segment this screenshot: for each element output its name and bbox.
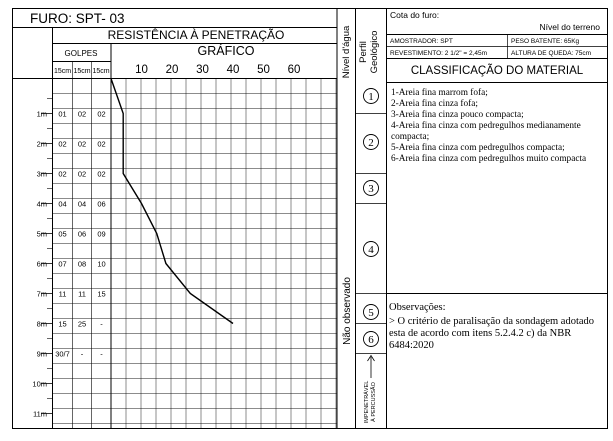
golpes-cell: 15 <box>58 319 67 329</box>
golpes-cell: 30/7 <box>55 349 70 359</box>
cota-furo: Cota do furo: <box>390 10 440 20</box>
golpes-cell: 04 <box>58 199 67 209</box>
svg-text:3: 3 <box>368 183 374 195</box>
depth-label: 11m <box>32 409 47 419</box>
depth-label: 7m <box>36 289 47 299</box>
golpes-cell: 07 <box>58 259 67 269</box>
material-line: 2-Areia fina cinza fofa; <box>391 99 478 109</box>
graph-grid <box>53 79 338 429</box>
golpes-cell: - <box>100 319 103 329</box>
perfil-label-1: Perfil <box>358 41 369 63</box>
depth-label: 6m <box>36 259 47 269</box>
layer-1-marker <box>364 89 379 104</box>
classificacao-title: CLASSIFICAÇÃO DO MATERIAL <box>410 65 584 77</box>
furo-title: FURO: SPT- 03 <box>30 11 125 26</box>
golpes-cell: 02 <box>58 169 67 179</box>
revestimento: REVESTIMENTO: 2 1/2" = 2,45m <box>390 50 488 57</box>
golpes-cell: 11 <box>58 289 67 299</box>
golpes-cell: 02 <box>58 139 67 149</box>
golpes-cell: 10 <box>97 259 106 269</box>
golpes-cell: 05 <box>58 229 67 239</box>
amostrador: AMOSTRADOR: SPT <box>390 38 453 45</box>
golpes-cell: 02 <box>97 139 106 149</box>
depth-column <box>32 99 52 419</box>
observacoes-label: Observações: <box>389 302 446 313</box>
grafico-label: GRÁFICO <box>197 44 255 58</box>
golpes-cell: 01 <box>58 109 67 119</box>
golpes-label: GOLPES <box>64 49 98 58</box>
depth-label: 4m <box>36 199 47 209</box>
material-line: 4-Areia fina cinza com pedregulhos medianamente <box>391 121 581 131</box>
depth-label: 8m <box>36 319 47 329</box>
material-line: 1-Areia fina marrom fofa; <box>391 88 488 98</box>
graph-tick-label: 20 <box>165 64 179 76</box>
depth-label: 3m <box>36 169 47 179</box>
graph-tick-label: 40 <box>226 64 240 76</box>
depth-label: 5m <box>36 229 47 239</box>
golpes-cell: 06 <box>97 199 106 209</box>
golpes-cell: 02 <box>97 109 106 119</box>
depth-label: 9m <box>36 349 47 359</box>
golpes-cell: - <box>80 349 84 359</box>
golpes-cell: 08 <box>77 259 87 269</box>
material-line: 3-Areia fina cinza pouco compacta; <box>391 110 524 120</box>
depth-label: 1m <box>36 109 47 119</box>
nivel-terreno: Nível do terreno <box>539 22 600 32</box>
material-line: compacta; <box>391 132 430 142</box>
observacoes-text: > O critério de paralisação da sondagem adotado esta de acordo com itens 5.2.4.2 c) da NBR 6484:2020 <box>389 316 595 351</box>
col-15cm-b: 15cm <box>73 68 91 75</box>
graph-tick-label: 60 <box>287 64 301 76</box>
perfil-label-2: Geológico <box>369 30 380 74</box>
golpes-cell: 04 <box>77 199 87 209</box>
graph-tick-label: 10 <box>135 64 148 76</box>
depth-label: 10m <box>32 379 47 389</box>
nspt-curve <box>111 79 233 324</box>
svg-text:2: 2 <box>368 137 374 149</box>
material-list <box>391 87 586 164</box>
col-15cm-c: 15cm <box>92 68 110 75</box>
golpes-cell: 02 <box>77 169 87 179</box>
golpes-cell: 09 <box>97 229 106 239</box>
golpes-table <box>55 110 105 359</box>
depth-label: 2m <box>36 139 47 149</box>
golpes-cell: 02 <box>77 139 87 149</box>
golpes-cell: - <box>100 349 103 359</box>
altura-queda: ALTURA DE QUEDA: 75cm <box>511 50 592 57</box>
svg-text:6: 6 <box>368 334 374 346</box>
material-line: 5-Areia fina cinza com pedregulhos compacta; <box>391 143 565 153</box>
svg-text:5: 5 <box>368 307 374 319</box>
impenetravel-label-1: IMPENETRÁVEL <box>364 380 370 424</box>
resistencia-title: RESISTÊNCIA À PENETRAÇÃO <box>107 28 285 42</box>
impenetravel-label-2: À PERCUSSÃO <box>371 382 377 422</box>
layer-4-marker <box>364 242 379 257</box>
graph-ticks <box>135 64 300 76</box>
graph-tick-label: 30 <box>196 64 209 76</box>
svg-text:4: 4 <box>368 244 374 256</box>
layer-2-marker <box>364 135 379 150</box>
graph-tick-label: 50 <box>257 64 270 76</box>
layer-3-marker <box>364 181 379 196</box>
golpes-cell: 02 <box>77 109 87 119</box>
material-line: 6-Areia fina cinza com pedregulhos muito compacta <box>391 154 587 164</box>
golpes-cell: 15 <box>97 289 106 299</box>
golpes-cell: 11 <box>78 289 86 299</box>
observacoes-panel <box>389 302 601 412</box>
layer-5-marker <box>364 305 379 320</box>
col-15cm-a: 15cm <box>53 68 72 75</box>
golpes-cell: 06 <box>77 229 87 239</box>
golpes-cell: 02 <box>97 169 106 179</box>
peso-batente: PESO BATENTE: 65Kg <box>511 38 580 45</box>
golpes-cell: 25 <box>77 319 87 329</box>
nao-observado: Não observado <box>342 277 353 345</box>
layer-6-marker <box>364 332 379 347</box>
svg-text:1: 1 <box>368 91 374 103</box>
nivel-agua-label: Nível d'água <box>341 25 352 79</box>
